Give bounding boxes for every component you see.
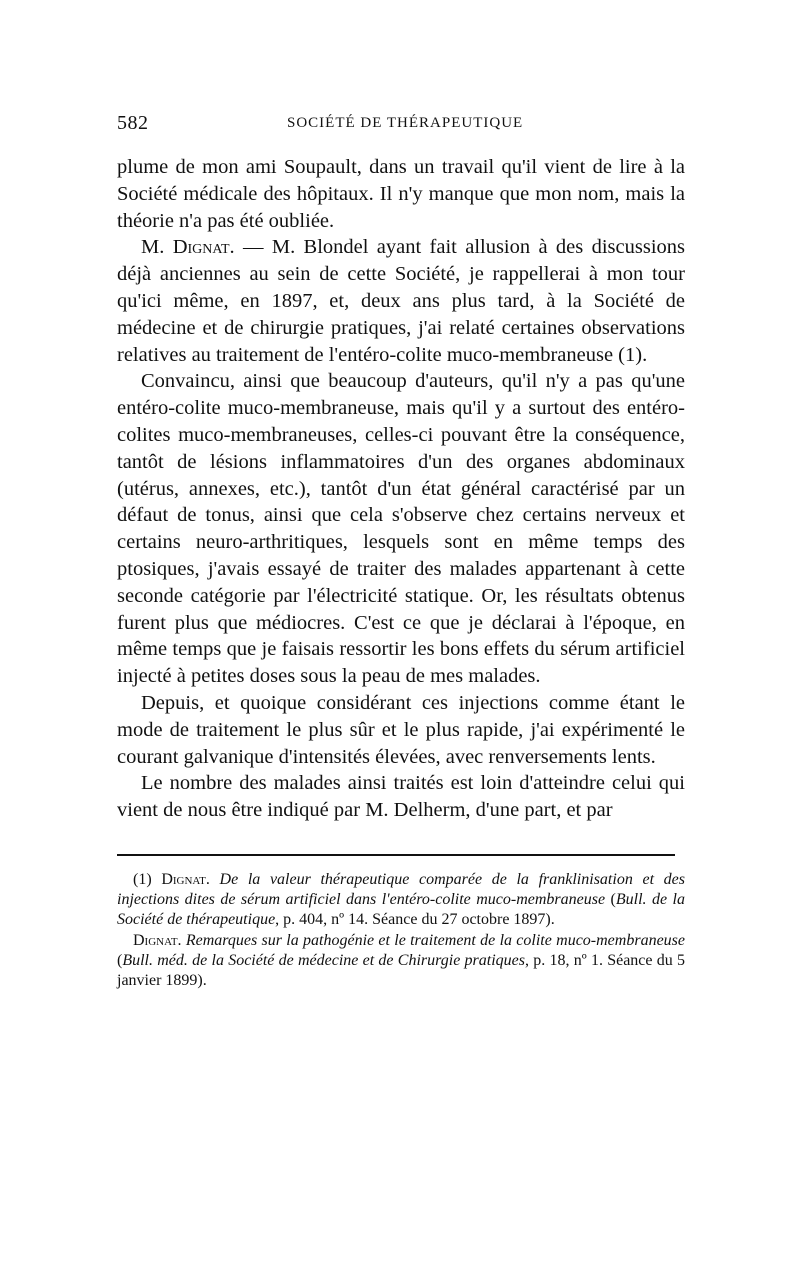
- footnote-reference: , p. 18, nº 1. Séance du 5 janvier 1899).: [117, 951, 686, 989]
- footnote-title: Remarques sur la pathogénie et le traitement de la colite muco-membraneuse: [181, 931, 685, 949]
- body-text: [117, 154, 685, 824]
- paragraph: Le nombre des malades ainsi traités est loin d'atteindre celui qui vient de nous être indiqué par M. Delherm, d'une part, et par: [117, 772, 685, 822]
- footnote-paren: (: [605, 891, 616, 909]
- footnotes: [117, 870, 685, 991]
- paragraph-text: — M. Blondel ayant fait allusion à des discussions déjà anciennes au sein de cette Société, je rappellerai à mon tour qu'ici même, en 1897, et, deux ans plus tard, à la Société de médecine et de chirurgie pratiques, j'ai relaté certaines observations relatives au traitement de l'entéro-colite muco-membraneuse (1).: [117, 236, 686, 366]
- footnote-author: Dignat.: [133, 931, 182, 949]
- page-number: 582: [117, 112, 149, 134]
- footnote-journal: Bull. de la Société de thérapeutique: [117, 891, 685, 929]
- paragraph-dignat: [117, 234, 685, 368]
- footnote-1: [117, 870, 685, 931]
- footnote-divider: [117, 854, 675, 856]
- paragraph: Depuis, et quoique considérant ces injections comme étant le mode de traitement le plus sûr et le plus rapide, j'ai expérimenté le courant galvanique d'intensités élevées, avec renversements lents.: [117, 691, 685, 768]
- book-page: [117, 112, 685, 991]
- footnote-2: [117, 931, 685, 992]
- running-head: [117, 112, 685, 140]
- paragraph: Convaincu, ainsi que beaucoup d'auteurs, qu'il n'y a pas qu'une entéro-colite muco-membraneuse, mais qu'il y a surtout des entéro-colites muco-membraneuses, celles-ci pouvant être la conséquence, tantôt de lésions inflammatoires d'un des organes abdominaux (utérus, annexes, etc.), tantôt d'un état général caractérisé par un défaut de tonus, ainsi que cela s'observe chez certains nerveux et certains neuro-arthritiques, lesquels sont en même temps des ptosiques, j'avais essayé de traiter des malades appartenant à cette seconde catégorie par l'électricité statique. Or, les résultats obtenus furent plus que médiocres. C'est ce que je déclarai à l'époque, en même temps que je faisais ressortir les bons effets du sérum artificiel injecté à petites doses sous la peau de mes malades.: [117, 370, 685, 688]
- running-title: SOCIÉTÉ DE THÉRAPEUTIQUE: [287, 115, 524, 131]
- speaker-name: M. Dignat.: [141, 236, 235, 259]
- footnote-title: De la valeur thérapeutique comparée de la franklinisation et des injections dites de sérum artificiel dans l'entéro-colite muco-membraneuse: [117, 870, 686, 909]
- footnote-paren: (: [117, 951, 123, 969]
- footnote-author: Dignat.: [161, 870, 210, 888]
- footnote-reference: , p. 404, nº 14. Séance du 27 octobre 1897).: [275, 911, 555, 929]
- paragraph-continued: plume de mon ami Soupault, dans un travail qu'il vient de lire à la Société médicale des hôpitaux. Il n'y manque que mon nom, mais la théorie n'a pas été oubliée.: [117, 156, 685, 232]
- footnote-marker: (1): [133, 870, 162, 888]
- footnote-journal: Bull. méd. de la Société de médecine et de Chirurgie pratiques: [122, 951, 525, 969]
